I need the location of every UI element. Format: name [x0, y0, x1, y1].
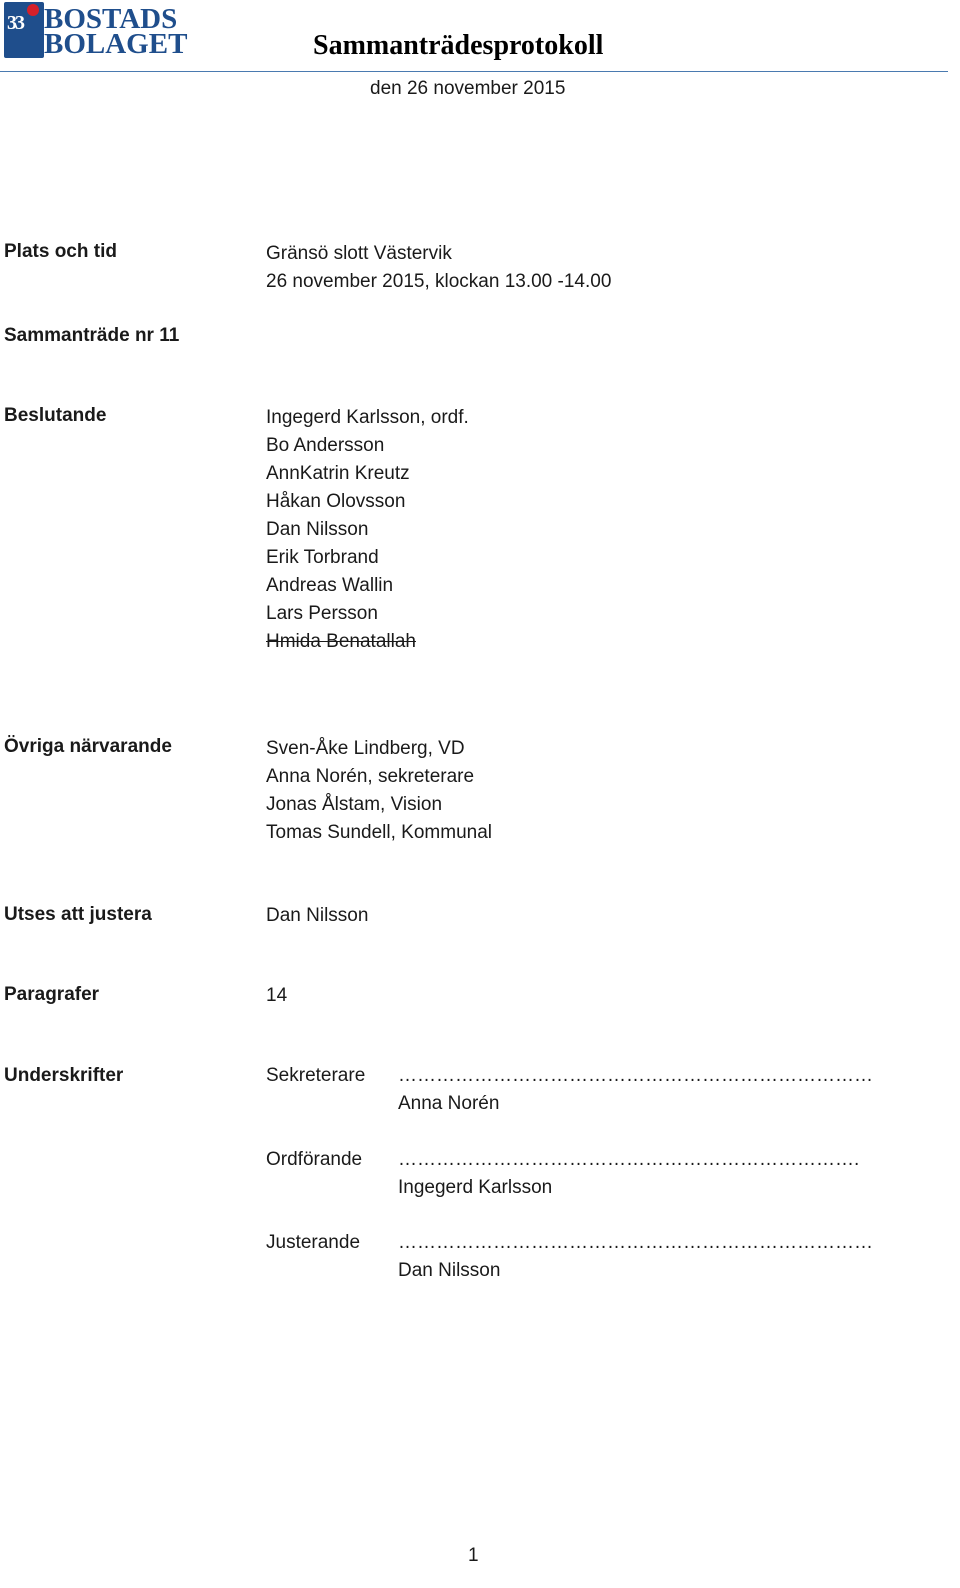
adjuster-label: Utses att justera: [4, 904, 152, 925]
signature-name: Dan Nilsson: [398, 1260, 501, 1281]
others-label: Övriga närvarande: [4, 736, 172, 757]
adjuster-value: Dan Nilsson: [266, 905, 369, 926]
place-time-label: Plats och tid: [4, 241, 117, 262]
place-line: Gränsö slott Västervik: [266, 243, 452, 264]
struck-member-name: Hmida Benatallah: [266, 631, 416, 652]
signature-line: …………………………………………………………………: [398, 1232, 873, 1253]
paragraphs-label: Paragrafer: [4, 984, 100, 1005]
time-line: 26 november 2015, klockan 13.00 -14.00: [266, 271, 612, 292]
signature-role-secretary: Sekreterare: [266, 1065, 366, 1086]
rose-icon: [27, 4, 39, 16]
signature-line: …………………………………………………………………: [398, 1065, 873, 1086]
logo-text-line2: BOLAGET: [44, 28, 188, 60]
member-name: Bo Andersson: [266, 435, 385, 456]
deciding-label: Beslutande: [4, 405, 107, 426]
signatures-label: Underskrifter: [4, 1065, 124, 1086]
logo-mark: 33: [7, 12, 23, 34]
attendee-name: Jonas Ålstam, Vision: [266, 794, 443, 815]
document-date: den 26 november 2015: [370, 78, 566, 99]
logo-emblem: [4, 2, 44, 58]
signature-role-chair: Ordförande: [266, 1149, 363, 1170]
place-time-value: [266, 240, 611, 296]
signature-role-adjuster: Justerande: [266, 1232, 361, 1253]
attendee-name: Sven-Åke Lindberg, VD: [266, 738, 465, 759]
logo-text-line1: BOSTADS: [44, 3, 178, 35]
member-name: Lars Persson: [266, 603, 378, 624]
signature-line: ……………………………………………………………….: [398, 1149, 860, 1170]
others-members: [266, 735, 492, 847]
meeting-number-label: Sammanträde nr 11: [4, 325, 180, 346]
company-logo: [4, 2, 200, 62]
attendee-name: Tomas Sundell, Kommunal: [266, 822, 492, 843]
member-name: Dan Nilsson: [266, 519, 369, 540]
member-name: AnnKatrin Kreutz: [266, 463, 410, 484]
document-title: Sammanträdesprotokoll: [313, 30, 604, 61]
member-name: Andreas Wallin: [266, 575, 394, 596]
member-name: Håkan Olovsson: [266, 491, 406, 512]
signature-name: Ingegerd Karlsson: [398, 1177, 553, 1198]
deciding-members: [266, 404, 469, 656]
signature-name: Anna Norén: [398, 1093, 500, 1114]
paragraphs-value: 14: [266, 985, 288, 1006]
member-name: Ingegerd Karlsson, ordf.: [266, 407, 469, 428]
attendee-name: Anna Norén, sekreterare: [266, 766, 475, 787]
page-number: 1: [468, 1545, 479, 1566]
member-name: Erik Torbrand: [266, 547, 379, 568]
header-divider: [0, 71, 948, 72]
